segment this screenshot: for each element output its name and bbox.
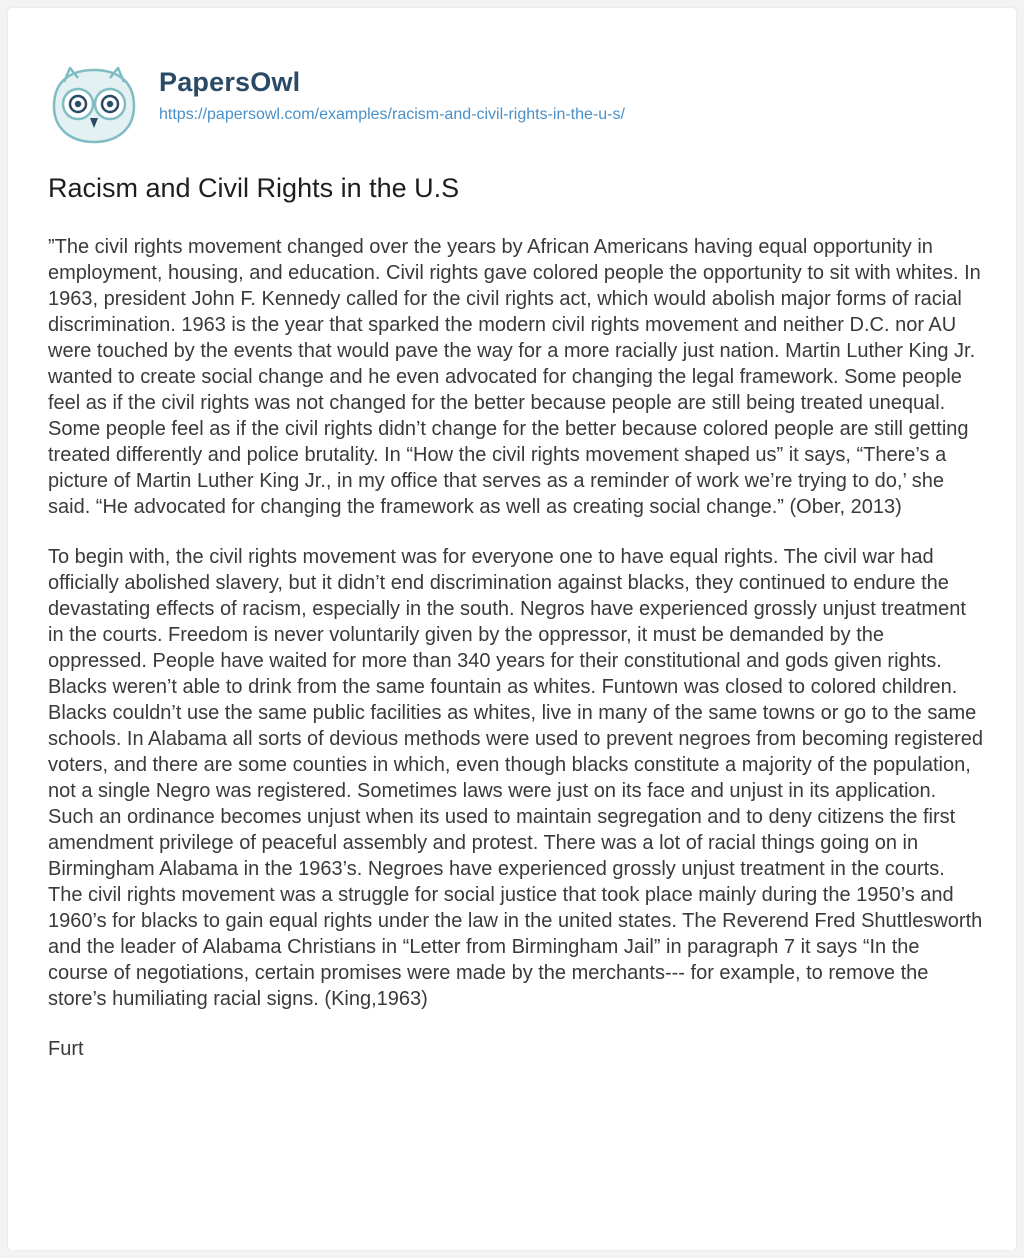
owl-logo-icon <box>48 66 140 146</box>
brand-name: PapersOwl <box>159 67 301 97</box>
page-title: Racism and Civil Rights in the U.S <box>48 173 460 203</box>
essay-paragraph: To begin with, the civil rights movement was for everyone one to have equal rights. The civil war had officially abolished slavery, but it didn’t end discrimination against blacks, they continued to endure the devastating effects of racism, especially in the south. Negros have experienced grossly unjust treatment in the courts. Freedom is never voluntarily given by the oppressor, it must be demanded by the oppressed. People have waited for more than 340 years for their constitutional and gods given rights. Blacks weren’t able to drink from the same fountain as whites. Funtown was closed to colored children. Blacks couldn’t use the same public facilities as whites, live in many of the same towns or go to the same schools. In Alabama all sorts of devious methods were used to prevent negroes from becoming registered voters, and there are some counties in which, even though blacks constitute a majority of the population, not a single Negro was registered. Sometimes laws were just on its face and unjust in its application. Such an ordinance becomes unjust when its used to maintain segregation and to deny citizens the first amendment privilege of peaceful assembly and protest. There was a lot of racial things going on in Birmingham Alabama in the 1963’s. Negroes have experienced grossly unjust treatment in the courts. The civil rights movement was a struggle for social justice that took place mainly during the 1950’s and 1960’s for blacks to gain equal rights under the law in the united states. The Reverend Fred Shuttlesworth and the leader of Alabama Christians in “Letter from Birmingham Jail” in paragraph 7 it says “In the course of negotiations, certain promises were made by the merchants--- for example, to remove the store’s humiliating racial signs. (King,1963) <box>48 546 983 1010</box>
essay-paragraph: ”The civil rights movement changed over the years by African Americans having equal opportunity in employment, housing, and education. Civil rights gave colored people the opportunity to sit with whites. In 1963, president John F. Kennedy called for the civil rights act, which would abolish major forms of racial discrimination. 1963 is the year that sparked the modern civil rights movement and neither D.C. nor AU were touched by the events that would pave the way for a more racially just nation. Martin Luther King Jr. wanted to create social change and he even advocated for changing the legal framework. Some people feel as if the civil rights was not changed for the better because people are still being treated unequal. Some people feel as if the civil rights didn’t change for the better because colored people are still getting treated differently and police brutality. In “How the civil rights movement shaped us” it says, “There’s a picture of Martin Luther King Jr., in my office that serves as a reminder of work we’re trying to do,’ she said. “He advocated for changing the framework as well as creating social change.” (Ober, 2013) <box>48 236 981 518</box>
essay-page <box>8 8 1016 1250</box>
essay-paragraph: Furt <box>48 1038 84 1060</box>
essay-body <box>48 234 983 1086</box>
source-url-link[interactable]: https://papersowl.com/examples/racism-and-civil-rights-in-the-u-s/ <box>159 106 625 123</box>
